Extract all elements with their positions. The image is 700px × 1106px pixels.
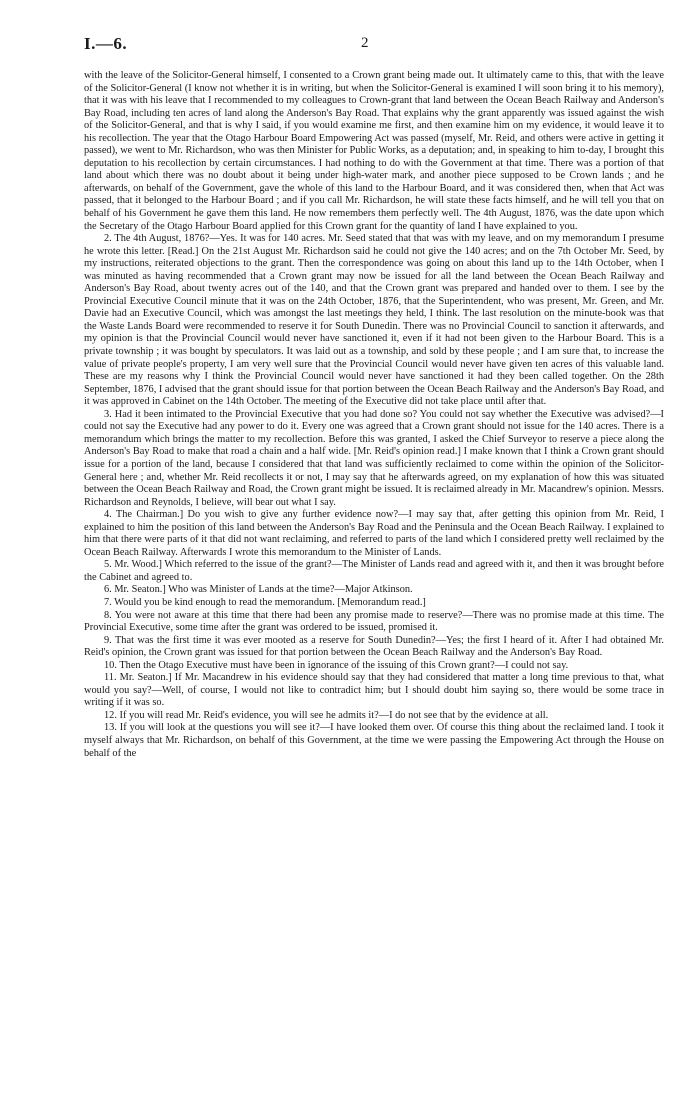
question-5: 5. Mr. Wood.] Which referred to the issue of the grant?—The Minister of Lands read and agreed with it, and then it was brought before the Cabinet and agreed to. — [84, 559, 664, 583]
question-12: 12. If you will read Mr. Reid's evidence, you will see he admits it?—I do not see that by the evidence at all. — [104, 709, 549, 721]
question-2: 2. The 4th August, 1876?—Yes. It was for 140 acres. Mr. Seed stated that that was with my leave, and on my memorandum I presume he wrote this letter. [Read.] On the 21st August Mr. Richardson said he could not give the 140 acres; and on the 7th October Mr. Seed, by my instructions, reiterated objections to the grant. Then the correspondence was going on about this land up to the 14th October, when I was minuted as having recommended that a Crown grant may now be issued for all the land between the Ocean Beach Railway and Anderson's Bay Road, about twenty acres out of the 140, and that the Crown grant was prepared and handed over to them. I see by the Provincial Executive Council minute that it was on the 24th October, 1876, that the Superintendent, who was present, Mr. Green, and Mr. Davie had an Executive Council, which was amongst the last meetings they held, I think. The last resolution on the minute-book was that the Waste Lands Board were recommended to reserve it for South Dunedin. There was no Provincial Council to sanction it afterwards, and my opinion is that the Provincial Council would never have sanctioned it, even if it had not been given to the Harbour Board. This is a private township ; it was bought by speculators. It was laid out as a township, and sold by these people ; and I am sure that, to increase the value of private people's property, I am very well sure that the Provincial Council would never have given ten acres of this valuable land. These are my reasons why I think the Provincial Council would never have sanctioned it had they been called together. On the 28th September, 1876, I advised that the grant should issue for that portion between the Ocean Beach Railway and the Anderson's Bay Road, and it was approved in Cabinet on the 14th October. The meeting of the Executive did not take place until after that. — [84, 233, 664, 408]
question-11: 11. Mr. Seaton.] If Mr. Macandrew in his evidence should say that they had considered that matter a long time previous to that, what would you say?—Well, of course, I would not like to contradict him; but I should doubt him saying so, there would be some trace in writing if it was so. — [84, 672, 664, 709]
document-id: I.—6. — [84, 34, 128, 53]
page-header — [84, 34, 664, 62]
question-7: 7. Would you be kind enough to read the memorandum. [Memorandum read.] — [104, 596, 426, 608]
page-number: 2 — [361, 35, 369, 51]
question-13: 13. If you will look at the questions you will see it?—I have looked them over. Of course this thing about the reclaimed land. I took it myself always that Mr. Richardson, on behalf of this Government, at the time we were passing the Empowering Act through the House on behalf of the — [84, 722, 664, 759]
document-body — [84, 70, 664, 760]
question-9: 9. That was the first time it was ever mooted as a reserve for South Dunedin?—Yes; the first I heard of it. After I had obtained Mr. Reid's opinion, the Crown grant was issued for that portion between the Ocean Beach Railway and the Anderson's Bay Road. — [84, 634, 664, 659]
paragraph-continuation: with the leave of the Solicitor-General himself, I consented to a Crown grant being made out. It ultimately came to this, that with the leave of the Solicitor-General (I know not whether it is in writing, but when the Solicitor-General is examined I will soon bring it to his memory), that it was with his leave that I recommended to my colleagues to Crown-grant that land between the Ocean Beach Railway and Anderson's Bay Road, including ten acres of land along the Anderson's Bay Road. That explains why the grant apparently was issued against the wish of the Solicitor-General, and that is why I said, if you would examine me first, and then examine him on my evidence, it would leave it to his recollection. The year that the Otago Harbour Board Empowering Act was passed (myself, Mr. Reid, and others were active in getting it passed), we went to Mr. Richardson, who was then Minister for Public Works, as a deputation; and, in speaking to him to-day, I brought this deputation to his recollection by certain circumstances. I had nothing to do with the Government at that time. There was a portion of that land about which there was no doubt about it being under high-water mark, and another piece supposed to be Crown lands ; and he afterwards, on behalf of the Government, gave the whole of this land to the Harbour Board, and it was considered then, when that Act was passed, that it belonged to the Harbour Board ; and if you call Mr. Richardson, he will state these facts himself, and he will tell you that on behalf of his Government he gave them this land. He now remembers them perfectly well. The 4th August, 1876, was the date upon which the Secretary of the Otago Harbour Board applied for this Crown grant for the quantity of land I have explained to you. — [84, 70, 664, 232]
question-8: 8. You were not aware at this time that there had been any promise made to reserve?—There was no promise made at this time. The Provincial Executive, some time after the grant was ordered to be issued, promised it. — [84, 609, 664, 634]
question-4: 4. The Chairman.] Do you wish to give any further evidence now?—I may say that, after getting this opinion from Mr. Reid, I explained to him the position of this land between the Anderson's Bay Road and the Peninsula and the Ocean Beach Railway. I explained to him that there were parts of it that did not want reclaiming, and referred to parts of the land which I considered pretty well reclaimed by the Ocean Beach Railway. Afterwards I wrote this memorandum to the Minister of Lands. — [84, 509, 664, 558]
question-3: 3. Had it been intimated to the Provincial Executive that you had done so? You could not say whether the Executive was advised?—I could not say the Executive had any power to do it. Every one was agreed that a Crown grant should not issue for the 140 acres. There is a memorandum which brings the matter to my recollection. Before this was granted, I asked the Chief Surveyor to reserve a piece along the Anderson's Bay Road to make that road a chain and a half wide. [Mr. Reid's opinion read.] I make known that I think a Crown grant should issue for a portion of the land, because I considered that that land was sufficiently reclaimed to come within the opinion of the Solicitor-General here ; and, whether Mr. Reid recollects it or not, I may say that he afterwards agreed, on my explanation of how this was situated between the Ocean Beach Railway and Road, the Crown grant might be issued. It is reclaimed already in Mr. Macandrew's opinion. Messrs. Richardson and Reynolds, I believe, will bear out what I say. — [84, 408, 664, 508]
question-6: 6. Mr. Seaton.] Who was Minister of Lands at the time?—Major Atkinson. — [104, 584, 413, 596]
question-10: 10. Then the Otago Executive must have been in ignorance of the issuing of this Crown grant?—I could not say. — [104, 659, 569, 671]
